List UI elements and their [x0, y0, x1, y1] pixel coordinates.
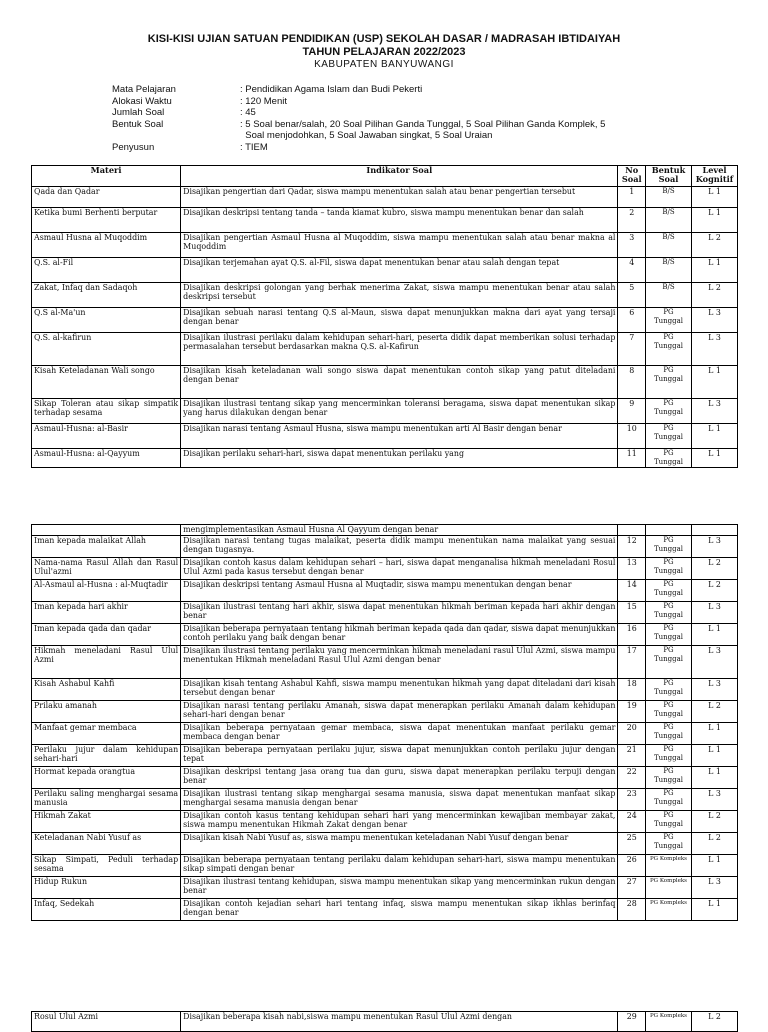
cell-no-soal: 23	[618, 789, 646, 811]
cell-materi: Perilaku jujur dalam kehidupan sehari-hari	[32, 745, 181, 767]
exam-info-row	[112, 119, 660, 131]
cell-level-kognitif: L 2	[691, 580, 737, 602]
cell-level-kognitif: L 1	[691, 366, 737, 399]
cell-no-soal: 1	[618, 187, 646, 208]
cell-materi: Asmaul-Husna: al-Qayyum	[32, 449, 181, 468]
cell-indikator: Disajikan perilaku sehari-hari, siswa dapat menentukan perilaku yang	[181, 449, 618, 468]
cell-bentuk-soal: PG Kompleks	[646, 877, 692, 899]
exam-info-value: : TIEM	[240, 141, 268, 153]
cell-level-kognitif: L 1	[691, 899, 737, 921]
exam-info-value: Soal menjodohkan, 5 Soal Jawaban singkat, 5 Soal Uraian	[240, 130, 493, 141]
table-row	[32, 789, 738, 811]
cell-bentuk-soal: PG Tunggal	[646, 723, 692, 745]
cell-materi: Asmaul-Husna: al-Basir	[32, 424, 181, 449]
exam-info-label	[112, 130, 240, 142]
cell-no-soal: 13	[618, 558, 646, 580]
cell-indikator: Disajikan deskripsi tentang tanda – tanda kiamat kubro, siswa mampu menentukan benar dan salah	[181, 208, 618, 233]
cell-indikator: Disajikan contoh kejadian sehari hari tentang infaq, siswa mampu menentukan sikap ikhlas berinfaq dengan benar	[181, 899, 618, 921]
exam-info-label: Jumlah Soal	[112, 107, 165, 118]
cell-level-kognitif: L 3	[691, 789, 737, 811]
cell-indikator: Disajikan kisah Nabi Yusuf as, siswa mampu menentukan keteladanan Nabi Yusuf dengan benar	[181, 833, 618, 855]
exam-info-label: Mata Pelajaran	[112, 84, 176, 95]
cell-level-kognitif: L 2	[691, 558, 737, 580]
cell-indikator: Disajikan ilustrasi tentang perilaku yang mencerminkan hikmah meneladani rasul Ulul Azmi, siswa mampu menentukan Hikmah meneladani Rasul Ulul Azmi dengan benar	[181, 646, 618, 679]
table-row	[32, 855, 738, 877]
cell-bentuk-soal: PG Tunggal	[646, 536, 692, 558]
cell-no-soal: 20	[618, 723, 646, 745]
cell-bentuk-soal: PG Tunggal	[646, 701, 692, 723]
cell-level-kognitif: L 3	[691, 399, 737, 424]
cell-bentuk-soal: PG Tunggal	[646, 308, 692, 333]
table-row	[32, 366, 738, 399]
table-row	[32, 833, 738, 855]
table-row	[32, 701, 738, 723]
cell-materi: Iman kepada qada dan qadar	[32, 624, 181, 646]
cell-bentuk-soal: PG Tunggal	[646, 624, 692, 646]
cell-indikator: Disajikan ilustrasi tentang sikap menghargai sesama manusia, siswa dapat menentukan manfaat sikap menghargai sesama manusia dengan benar	[181, 789, 618, 811]
cell-bentuk-soal: PG Tunggal	[646, 602, 692, 624]
cell-no-soal: 16	[618, 624, 646, 646]
table-row	[32, 283, 738, 308]
cell-no-soal: 10	[618, 424, 646, 449]
cell-materi: Hormat kepada orangtua	[32, 767, 181, 789]
cell-level-kognitif: L 1	[691, 723, 737, 745]
cell-no-soal: 19	[618, 701, 646, 723]
kisi-kisi-table-2	[31, 524, 738, 921]
cell-bentuk-soal: PG Tunggal	[646, 449, 692, 468]
cell-materi	[32, 525, 181, 536]
cell-indikator: Disajikan sebuah narasi tentang Q.S al-Maun, siswa dapat menunjukkan makna dari ayat yang tersaji dengan benar	[181, 308, 618, 333]
cell-no-soal: 14	[618, 580, 646, 602]
cell-indikator: Disajikan ilustrasi tentang hari akhir, siswa dapat menentukan hikmah beriman kepada hari akhir dengan benar	[181, 602, 618, 624]
header-level-kognitif: Level Kognitif	[691, 166, 737, 187]
cell-materi: Hikmah meneladani Rasul Ulul Azmi	[32, 646, 181, 679]
cell-level-kognitif: L 3	[691, 308, 737, 333]
exam-info-label: Alokasi Waktu	[112, 95, 172, 107]
cell-bentuk-soal: PG Tunggal	[646, 767, 692, 789]
table-row	[32, 602, 738, 624]
cell-no-soal: 11	[618, 449, 646, 468]
table-row	[32, 899, 738, 921]
cell-indikator: Disajikan kisah keteladanan wali songo siswa dapat menentukan contoh sikap yang patut diteladani dengan benar	[181, 366, 618, 399]
table-row	[32, 580, 738, 602]
cell-no-soal: 24	[618, 811, 646, 833]
cell-materi: Kisah Keteladanan Wali songo	[32, 366, 181, 399]
cell-materi: Manfaat gemar membaca	[32, 723, 181, 745]
cell-bentuk-soal: PG Tunggal	[646, 811, 692, 833]
cell-indikator: Disajikan beberapa pernyataan gemar membaca, siswa dapat menentukan manfaat perilaku gemar membaca dengan benar	[181, 723, 618, 745]
exam-info-value: : 45	[240, 107, 256, 118]
cell-materi: Kisah Ashabul Kahfi	[32, 679, 181, 701]
exam-info-label: Bentuk Soal	[112, 118, 164, 130]
document-region: KABUPATEN BANYUWANGI	[314, 59, 454, 70]
cell-indikator: Disajikan terjemahan ayat Q.S. al-Fil, siswa dapat menentukan benar atau salah dengan tepat	[181, 258, 618, 283]
cell-no-soal: 9	[618, 399, 646, 424]
exam-info-label: Penyusun	[112, 141, 155, 153]
exam-info-row	[112, 107, 660, 119]
cell-bentuk-soal: B/S	[646, 283, 692, 308]
cell-materi: Q.S al-Ma'un	[32, 308, 181, 333]
cell-materi: Hidup Rukun	[32, 877, 181, 899]
cell-level-kognitif: L 1	[691, 449, 737, 468]
cell-indikator: Disajikan ilustrasi tentang sikap yang mencerminkan toleransi beragama, siswa dapat menentukan sikap yang harus dilakukan dengan benar	[181, 399, 618, 424]
cell-bentuk-soal: PG Tunggal	[646, 424, 692, 449]
cell-no-soal: 27	[618, 877, 646, 899]
cell-level-kognitif: L 1	[691, 767, 737, 789]
table-row	[32, 449, 738, 468]
cell-no-soal: 26	[618, 855, 646, 877]
cell-bentuk-soal: PG Tunggal	[646, 745, 692, 767]
cell-indikator: Disajikan narasi tentang tugas malaikat, peserta didik mampu menentukan nama malaikat yang sesuai dengan tugasnya.	[181, 536, 618, 558]
cell-level-kognitif: L 2	[691, 283, 737, 308]
cell-indikator: Disajikan contoh kasus dalam kehidupan sehari – hari, siswa dapat menganalisa hikmah meneladani Rosul Ulul Azmi pada kasus tersebut dengan benar	[181, 558, 618, 580]
cell-bentuk-soal: PG Tunggal	[646, 333, 692, 366]
document-year: TAHUN PELAJARAN 2022/2023	[302, 46, 466, 58]
cell-bentuk-soal: PG Tunggal	[646, 399, 692, 424]
table-row	[32, 208, 738, 233]
cell-bentuk-soal: PG Tunggal	[646, 833, 692, 855]
cell-level-kognitif: L 3	[691, 602, 737, 624]
cell-materi: Sikap Toleran atau sikap simpatik terhadap sesama	[32, 399, 181, 424]
cell-materi: Q.S. al-kafirun	[32, 333, 181, 366]
cell-bentuk-soal: B/S	[646, 208, 692, 233]
cell-no-soal: 2	[618, 208, 646, 233]
cell-materi: Hikmah Zakat	[32, 811, 181, 833]
cell-indikator: Disajikan pengertian Asmaul Husna al Muqoddim, siswa mampu menentukan salah atau benar makna al Muqoddim	[181, 233, 618, 258]
cell-no-soal: 21	[618, 745, 646, 767]
cell-materi: Zakat, Infaq dan Sadaqoh	[32, 283, 181, 308]
exam-info-row	[112, 130, 660, 142]
cell-no-soal: 28	[618, 899, 646, 921]
cell-indikator: Disajikan beberapa kisah nabi,siswa mampu menentukan Rasul Ulul Azmi dengan	[181, 1012, 618, 1032]
table-row	[32, 258, 738, 283]
cell-no-soal: 7	[618, 333, 646, 366]
table-row	[32, 308, 738, 333]
cell-indikator: Disajikan ilustrasi tentang kehidupan, siswa mampu menentukan sikap yang mencerminkan rukun dengan benar	[181, 877, 618, 899]
cell-materi: Keteladanan Nabi Yusuf as	[32, 833, 181, 855]
cell-materi: Iman kepada malaikat Allah	[32, 536, 181, 558]
table-row	[32, 233, 738, 258]
header-no-soal: No Soal	[618, 166, 646, 187]
cell-level-kognitif: L 1	[691, 208, 737, 233]
cell-indikator: Disajikan beberapa pernyataan tentang hikmah beriman kepada qada dan qadar, siswa dapat menunjukkan contoh perilaku yang baik dengan benar	[181, 624, 618, 646]
cell-bentuk-soal: PG Kompleks	[646, 855, 692, 877]
cell-level-kognitif: L 1	[691, 258, 737, 283]
cell-bentuk-soal: PG Kompleks	[646, 1012, 692, 1032]
cell-level-kognitif: L 1	[691, 624, 737, 646]
cell-bentuk-soal: PG Tunggal	[646, 646, 692, 679]
table-row	[32, 558, 738, 580]
cell-indikator: Disajikan contoh kasus tentang kehidupan sehari hari yang mencerminkan kewajiban membayar zakat, siswa mampu menentukan Hikmah Zakat dengan benar	[181, 811, 618, 833]
cell-materi: Nama-nama Rasul Allah dan Rasul Ulul'azmi	[32, 558, 181, 580]
table-row	[32, 525, 738, 536]
table-row	[32, 723, 738, 745]
cell-indikator: Disajikan deskripsi golongan yang berhak menerima Zakat, siswa mampu menentukan benar atau salah deskripsi tersebut	[181, 283, 618, 308]
exam-info-row	[112, 142, 660, 154]
exam-info-row	[112, 84, 660, 96]
cell-level-kognitif: L 2	[691, 701, 737, 723]
cell-bentuk-soal: PG Kompleks	[646, 899, 692, 921]
table-row	[32, 646, 738, 679]
cell-no-soal: 4	[618, 258, 646, 283]
cell-bentuk-soal	[646, 525, 692, 536]
cell-level-kognitif: L 3	[691, 877, 737, 899]
cell-no-soal: 3	[618, 233, 646, 258]
exam-info	[112, 84, 660, 153]
cell-materi: Qada dan Qadar	[32, 187, 181, 208]
table-row	[32, 333, 738, 366]
cell-indikator: Disajikan ilustrasi perilaku dalam kehidupan sehari-hari, peserta didik dapat memberikan solusi terhadap permasalahan tersebut berdasarkan makna Q.S. al-Kafirun	[181, 333, 618, 366]
cell-indikator: Disajikan narasi tentang perilaku Amanah, siswa dapat menerapkan perilaku Amanah dalam kehidupan sehari-hari dengan benar	[181, 701, 618, 723]
cell-no-soal: 17	[618, 646, 646, 679]
cell-level-kognitif: L 1	[691, 424, 737, 449]
kisi-kisi-table-3	[31, 1011, 738, 1032]
table-row	[32, 1012, 738, 1032]
cell-level-kognitif: L 1	[691, 187, 737, 208]
cell-materi: Iman kepada hari akhir	[32, 602, 181, 624]
table-row	[32, 745, 738, 767]
header-bentuk-soal: Bentuk Soal	[646, 166, 692, 187]
exam-info-value: : Pendidikan Agama Islam dan Budi Pekerti	[240, 84, 423, 95]
cell-level-kognitif: L 2	[691, 233, 737, 258]
cell-indikator: Disajikan kisah tentang Ashabul Kahfi, siswa mampu menentukan hikmah yang dapat diteladani dari kisah tersebut dengan benar	[181, 679, 618, 701]
cell-materi: Perilaku saling menghargai sesama manusia	[32, 789, 181, 811]
cell-materi: Al-Asmaul al-Husna : al-Muqtadir	[32, 580, 181, 602]
cell-no-soal: 15	[618, 602, 646, 624]
cell-materi: Rosul Ulul Azmi	[32, 1012, 181, 1032]
table-row	[32, 877, 738, 899]
cell-indikator: Disajikan narasi tentang Asmaul Husna, siswa mampu menentukan arti Al Basir dengan benar	[181, 424, 618, 449]
table-row	[32, 767, 738, 789]
cell-indikator: Disajikan deskripsi tentang Asmaul Husna al Muqtadir, siswa mampu menentukan dengan benar	[181, 580, 618, 602]
cell-bentuk-soal: B/S	[646, 258, 692, 283]
cell-level-kognitif: L 3	[691, 646, 737, 679]
header-indikator: Indikator Soal	[181, 166, 618, 187]
exam-info-value: : 5 Soal benar/salah, 20 Soal Pilihan Ganda Tunggal, 5 Soal Pilihan Ganda Komplek, 5	[240, 118, 606, 130]
cell-level-kognitif	[691, 525, 737, 536]
cell-level-kognitif: L 1	[691, 745, 737, 767]
exam-info-row	[112, 96, 660, 108]
table-row	[32, 679, 738, 701]
cell-level-kognitif: L 2	[691, 811, 737, 833]
cell-no-soal: 22	[618, 767, 646, 789]
cell-materi: Q.S. al-Fil	[32, 258, 181, 283]
cell-level-kognitif: L 1	[691, 855, 737, 877]
table-row	[32, 811, 738, 833]
cell-no-soal: 29	[618, 1012, 646, 1032]
cell-bentuk-soal: PG Tunggal	[646, 366, 692, 399]
cell-bentuk-soal: PG Tunggal	[646, 558, 692, 580]
cell-no-soal: 18	[618, 679, 646, 701]
cell-no-soal	[618, 525, 646, 536]
cell-materi: Sikap Simpati, Peduli terhadap sesama	[32, 855, 181, 877]
cell-indikator: Disajikan pengertian dari Qadar, siswa mampu menentukan salah atau benar pengertian tersebut	[181, 187, 618, 208]
cell-no-soal: 25	[618, 833, 646, 855]
cell-materi: Ketika bumi Berhenti berputar	[32, 208, 181, 233]
cell-bentuk-soal: B/S	[646, 233, 692, 258]
table-row	[32, 187, 738, 208]
cell-level-kognitif: L 3	[691, 333, 737, 366]
table-row	[32, 399, 738, 424]
table-row	[32, 624, 738, 646]
document-title: KISI-KISI UJIAN SATUAN PENDIDIKAN (USP) SEKOLAH DASAR / MADRASAH IBTIDAIYAH	[147, 33, 621, 45]
cell-indikator: mengimplementasikan Asmaul Husna Al Qayyum dengan benar	[181, 525, 618, 536]
kisi-kisi-table-1	[31, 165, 738, 468]
cell-indikator: Disajikan beberapa pernyataan perilaku jujur, siswa dapat menunjukkan contoh perilaku jujur dengan tepat	[181, 745, 618, 767]
cell-materi: Prilaku amanah	[32, 701, 181, 723]
cell-no-soal: 12	[618, 536, 646, 558]
cell-no-soal: 8	[618, 366, 646, 399]
cell-no-soal: 6	[618, 308, 646, 333]
cell-materi: Infaq, Sedekah	[32, 899, 181, 921]
cell-bentuk-soal: B/S	[646, 187, 692, 208]
header-materi: Materi	[32, 166, 181, 187]
cell-no-soal: 5	[618, 283, 646, 308]
cell-level-kognitif: L 2	[691, 833, 737, 855]
cell-bentuk-soal: PG Tunggal	[646, 789, 692, 811]
table-header-row	[32, 166, 738, 187]
exam-info-value: : 120 Menit	[240, 95, 287, 107]
cell-bentuk-soal: PG Tunggal	[646, 679, 692, 701]
table-row	[32, 536, 738, 558]
cell-level-kognitif: L 3	[691, 536, 737, 558]
table-row	[32, 424, 738, 449]
cell-level-kognitif: L 2	[691, 1012, 737, 1032]
cell-indikator: Disajikan deskripsi tentang jasa orang tua dan guru, siswa dapat menerapkan perilaku terpuji dengan benar	[181, 767, 618, 789]
cell-level-kognitif: L 3	[691, 679, 737, 701]
cell-bentuk-soal: PG Tunggal	[646, 580, 692, 602]
cell-materi: Asmaul Husna al Muqoddim	[32, 233, 181, 258]
cell-indikator: Disajikan beberapa pernyataan tentang perilaku dalam kehidupan sehari-hari, siswa mampu menentukan sikap simpati dengan benar	[181, 855, 618, 877]
